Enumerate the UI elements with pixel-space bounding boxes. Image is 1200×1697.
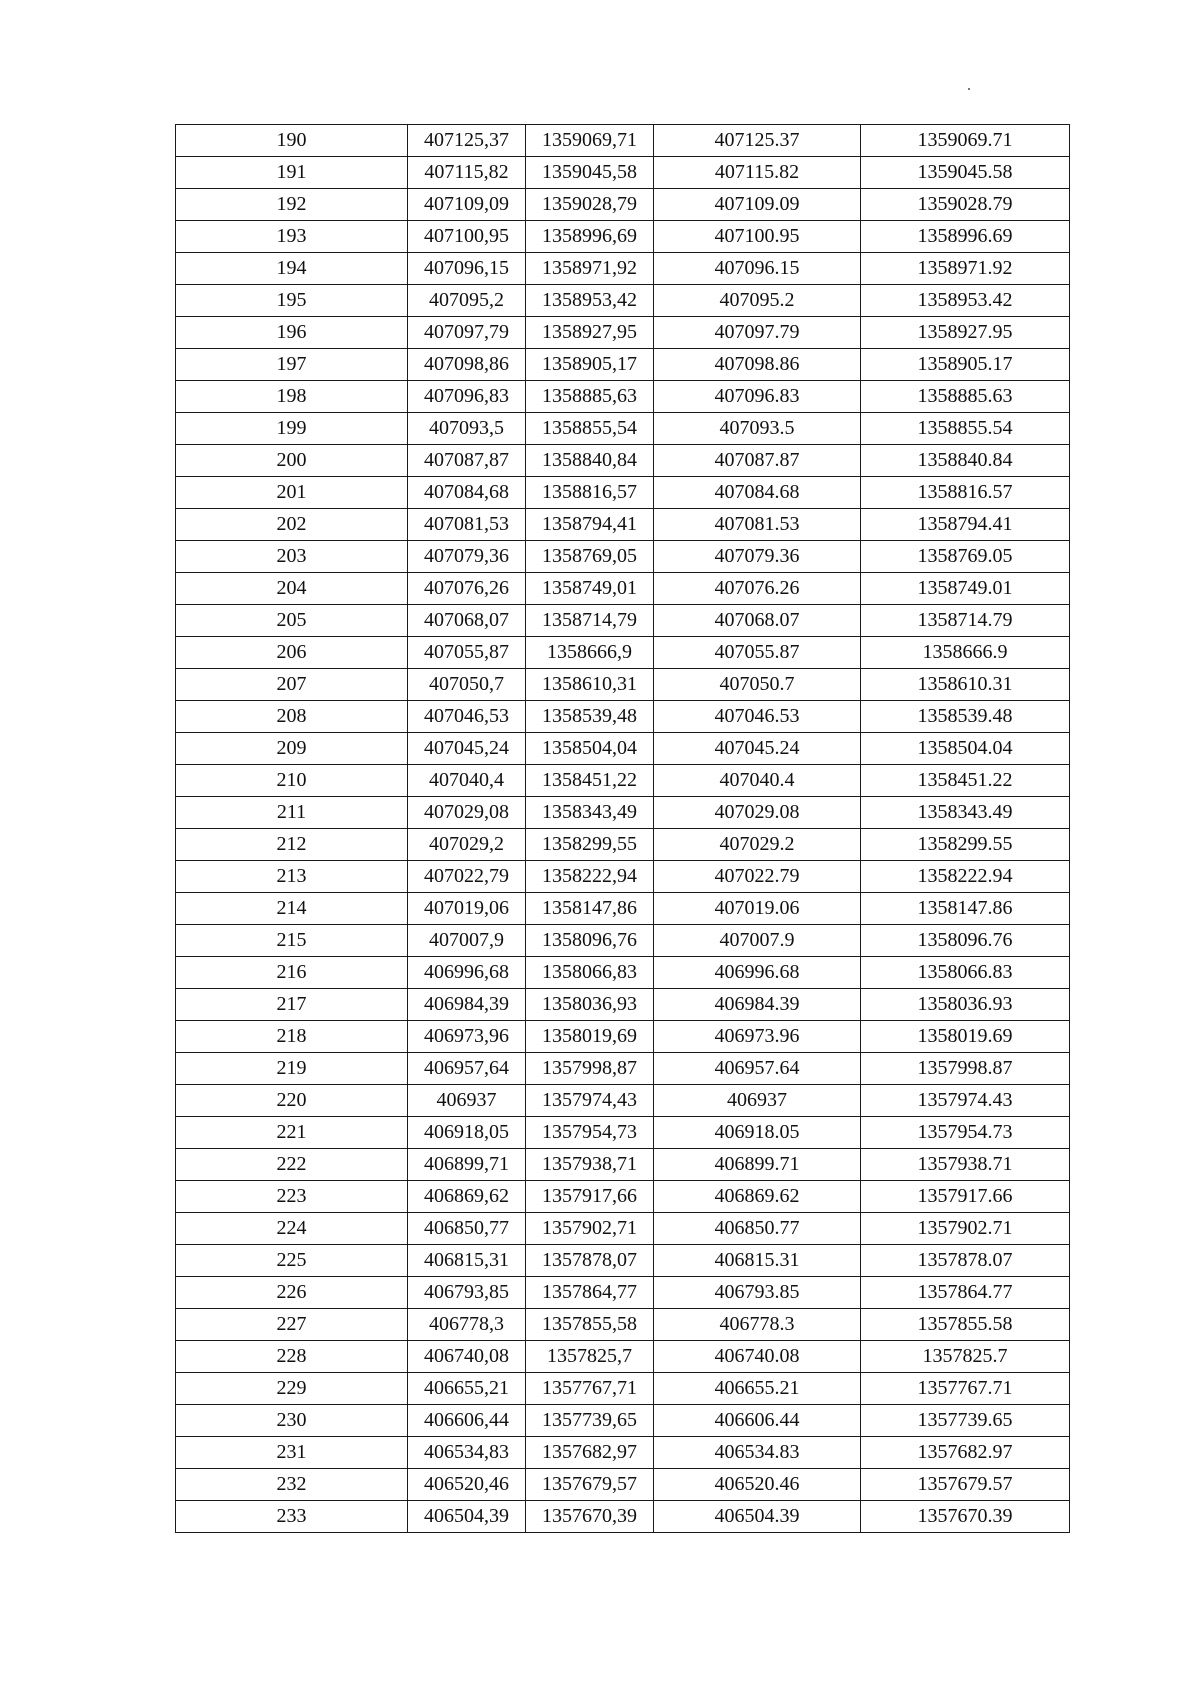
point-number-cell: 200	[176, 445, 408, 477]
y-dot-cell: 1358953.42	[861, 285, 1070, 317]
x-comma-cell: 407084,68	[408, 477, 526, 509]
y-comma-cell: 1358451,22	[526, 765, 654, 797]
y-dot-cell: 1358019.69	[861, 1021, 1070, 1053]
table-row	[176, 925, 1070, 957]
table-row	[176, 541, 1070, 573]
y-dot-cell: 1357864.77	[861, 1277, 1070, 1309]
x-comma-cell: 407100,95	[408, 221, 526, 253]
y-dot-cell: 1358610.31	[861, 669, 1070, 701]
x-comma-cell: 406984,39	[408, 989, 526, 1021]
x-comma-cell: 406740,08	[408, 1341, 526, 1373]
point-number-cell: 223	[176, 1181, 408, 1213]
point-number-cell: 229	[176, 1373, 408, 1405]
table-row	[176, 669, 1070, 701]
x-dot-cell: 407095.2	[654, 285, 861, 317]
x-dot-cell: 407076.26	[654, 573, 861, 605]
y-dot-cell: 1357682.97	[861, 1437, 1070, 1469]
x-comma-cell: 406937	[408, 1085, 526, 1117]
point-number-cell: 194	[176, 253, 408, 285]
x-comma-cell: 406973,96	[408, 1021, 526, 1053]
x-dot-cell: 407084.68	[654, 477, 861, 509]
point-number-cell: 193	[176, 221, 408, 253]
table-row	[176, 957, 1070, 989]
y-dot-cell: 1358971.92	[861, 253, 1070, 285]
table-row	[176, 1021, 1070, 1053]
x-comma-cell: 407076,26	[408, 573, 526, 605]
y-comma-cell: 1359045,58	[526, 157, 654, 189]
x-comma-cell: 407087,87	[408, 445, 526, 477]
y-dot-cell: 1359069.71	[861, 125, 1070, 157]
table-row	[176, 1501, 1070, 1533]
x-dot-cell: 407029.08	[654, 797, 861, 829]
y-comma-cell: 1358666,9	[526, 637, 654, 669]
x-comma-cell: 407109,09	[408, 189, 526, 221]
x-comma-cell: 406899,71	[408, 1149, 526, 1181]
y-dot-cell: 1358769.05	[861, 541, 1070, 573]
y-comma-cell: 1357938,71	[526, 1149, 654, 1181]
x-dot-cell: 407019.06	[654, 893, 861, 925]
table-row	[176, 1085, 1070, 1117]
scan-speck	[968, 88, 970, 90]
x-comma-cell: 406778,3	[408, 1309, 526, 1341]
point-number-cell: 209	[176, 733, 408, 765]
x-dot-cell: 406869.62	[654, 1181, 861, 1213]
point-number-cell: 230	[176, 1405, 408, 1437]
y-comma-cell: 1357682,97	[526, 1437, 654, 1469]
point-number-cell: 227	[176, 1309, 408, 1341]
x-dot-cell: 407022.79	[654, 861, 861, 893]
x-comma-cell: 407093,5	[408, 413, 526, 445]
point-number-cell: 219	[176, 1053, 408, 1085]
y-comma-cell: 1358504,04	[526, 733, 654, 765]
table-row	[176, 413, 1070, 445]
table-row	[176, 349, 1070, 381]
point-number-cell: 190	[176, 125, 408, 157]
x-comma-cell: 406534,83	[408, 1437, 526, 1469]
x-comma-cell: 406918,05	[408, 1117, 526, 1149]
x-comma-cell: 407022,79	[408, 861, 526, 893]
x-dot-cell: 407109.09	[654, 189, 861, 221]
point-number-cell: 202	[176, 509, 408, 541]
y-comma-cell: 1358096,76	[526, 925, 654, 957]
y-comma-cell: 1358885,63	[526, 381, 654, 413]
table-row	[176, 221, 1070, 253]
x-dot-cell: 406740.08	[654, 1341, 861, 1373]
y-dot-cell: 1357974.43	[861, 1085, 1070, 1117]
y-comma-cell: 1358610,31	[526, 669, 654, 701]
y-dot-cell: 1358855.54	[861, 413, 1070, 445]
y-comma-cell: 1358749,01	[526, 573, 654, 605]
x-dot-cell: 407046.53	[654, 701, 861, 733]
x-comma-cell: 406655,21	[408, 1373, 526, 1405]
y-comma-cell: 1359028,79	[526, 189, 654, 221]
x-comma-cell: 407096,83	[408, 381, 526, 413]
x-comma-cell: 406793,85	[408, 1277, 526, 1309]
table-row	[176, 829, 1070, 861]
y-comma-cell: 1357855,58	[526, 1309, 654, 1341]
y-dot-cell: 1358096.76	[861, 925, 1070, 957]
table-row	[176, 605, 1070, 637]
table-row	[176, 1117, 1070, 1149]
x-dot-cell: 407097.79	[654, 317, 861, 349]
point-number-cell: 199	[176, 413, 408, 445]
y-dot-cell: 1358816.57	[861, 477, 1070, 509]
table-row	[176, 381, 1070, 413]
y-comma-cell: 1358855,54	[526, 413, 654, 445]
y-dot-cell: 1358714.79	[861, 605, 1070, 637]
y-dot-cell: 1358840.84	[861, 445, 1070, 477]
x-dot-cell: 407098.86	[654, 349, 861, 381]
x-comma-cell: 407029,08	[408, 797, 526, 829]
point-number-cell: 216	[176, 957, 408, 989]
x-dot-cell: 407100.95	[654, 221, 861, 253]
point-number-cell: 205	[176, 605, 408, 637]
y-comma-cell: 1358794,41	[526, 509, 654, 541]
x-dot-cell: 406984.39	[654, 989, 861, 1021]
point-number-cell: 195	[176, 285, 408, 317]
point-number-cell: 210	[176, 765, 408, 797]
table-row	[176, 701, 1070, 733]
y-dot-cell: 1358299.55	[861, 829, 1070, 861]
y-comma-cell: 1358343,49	[526, 797, 654, 829]
y-dot-cell: 1357878.07	[861, 1245, 1070, 1277]
y-comma-cell: 1357902,71	[526, 1213, 654, 1245]
point-number-cell: 203	[176, 541, 408, 573]
point-number-cell: 224	[176, 1213, 408, 1245]
y-dot-cell: 1357739.65	[861, 1405, 1070, 1437]
x-dot-cell: 407096.83	[654, 381, 861, 413]
y-comma-cell: 1358816,57	[526, 477, 654, 509]
point-number-cell: 208	[176, 701, 408, 733]
y-dot-cell: 1358343.49	[861, 797, 1070, 829]
x-dot-cell: 406655.21	[654, 1373, 861, 1405]
table-row	[176, 477, 1070, 509]
table-row	[176, 125, 1070, 157]
y-comma-cell: 1358299,55	[526, 829, 654, 861]
x-dot-cell: 406996.68	[654, 957, 861, 989]
x-comma-cell: 407050,7	[408, 669, 526, 701]
y-dot-cell: 1358036.93	[861, 989, 1070, 1021]
x-dot-cell: 407029.2	[654, 829, 861, 861]
y-comma-cell: 1358905,17	[526, 349, 654, 381]
point-number-cell: 222	[176, 1149, 408, 1181]
x-comma-cell: 407029,2	[408, 829, 526, 861]
y-dot-cell: 1358066.83	[861, 957, 1070, 989]
y-dot-cell: 1358539.48	[861, 701, 1070, 733]
y-dot-cell: 1358996.69	[861, 221, 1070, 253]
x-comma-cell: 407096,15	[408, 253, 526, 285]
x-dot-cell: 406918.05	[654, 1117, 861, 1149]
point-number-cell: 197	[176, 349, 408, 381]
y-dot-cell: 1357855.58	[861, 1309, 1070, 1341]
y-dot-cell: 1357825.7	[861, 1341, 1070, 1373]
table-row	[176, 893, 1070, 925]
x-comma-cell: 407081,53	[408, 509, 526, 541]
y-comma-cell: 1357878,07	[526, 1245, 654, 1277]
x-comma-cell: 407007,9	[408, 925, 526, 957]
y-dot-cell: 1357998.87	[861, 1053, 1070, 1085]
y-comma-cell: 1357998,87	[526, 1053, 654, 1085]
x-dot-cell: 406850.77	[654, 1213, 861, 1245]
table-row	[176, 1437, 1070, 1469]
y-dot-cell: 1358794.41	[861, 509, 1070, 541]
coordinates-table	[175, 124, 1070, 1533]
y-dot-cell: 1358222.94	[861, 861, 1070, 893]
y-dot-cell: 1358905.17	[861, 349, 1070, 381]
table-row	[176, 1277, 1070, 1309]
point-number-cell: 192	[176, 189, 408, 221]
x-comma-cell: 406504,39	[408, 1501, 526, 1533]
y-dot-cell: 1358147.86	[861, 893, 1070, 925]
point-number-cell: 214	[176, 893, 408, 925]
x-dot-cell: 407055.87	[654, 637, 861, 669]
table-row	[176, 1213, 1070, 1245]
x-comma-cell: 407115,82	[408, 157, 526, 189]
x-dot-cell: 407093.5	[654, 413, 861, 445]
table-row	[176, 285, 1070, 317]
table-row	[176, 1053, 1070, 1085]
y-comma-cell: 1357679,57	[526, 1469, 654, 1501]
point-number-cell: 201	[176, 477, 408, 509]
y-dot-cell: 1358666.9	[861, 637, 1070, 669]
point-number-cell: 207	[176, 669, 408, 701]
x-dot-cell: 406793.85	[654, 1277, 861, 1309]
y-comma-cell: 1358840,84	[526, 445, 654, 477]
table-row	[176, 573, 1070, 605]
y-dot-cell: 1358749.01	[861, 573, 1070, 605]
y-dot-cell: 1358451.22	[861, 765, 1070, 797]
y-dot-cell: 1359045.58	[861, 157, 1070, 189]
coordinates-table-body	[176, 125, 1070, 1533]
table-row	[176, 765, 1070, 797]
y-comma-cell: 1357825,7	[526, 1341, 654, 1373]
table-row	[176, 509, 1070, 541]
x-dot-cell: 406520.46	[654, 1469, 861, 1501]
y-comma-cell: 1358971,92	[526, 253, 654, 285]
y-dot-cell: 1357670.39	[861, 1501, 1070, 1533]
y-comma-cell: 1357767,71	[526, 1373, 654, 1405]
table-row	[176, 1149, 1070, 1181]
table-row	[176, 989, 1070, 1021]
point-number-cell: 218	[176, 1021, 408, 1053]
x-comma-cell: 406520,46	[408, 1469, 526, 1501]
x-comma-cell: 407125,37	[408, 125, 526, 157]
y-comma-cell: 1359069,71	[526, 125, 654, 157]
table-row	[176, 861, 1070, 893]
table-row	[176, 1341, 1070, 1373]
point-number-cell: 191	[176, 157, 408, 189]
point-number-cell: 196	[176, 317, 408, 349]
x-dot-cell: 406778.3	[654, 1309, 861, 1341]
table-row	[176, 157, 1070, 189]
x-comma-cell: 407055,87	[408, 637, 526, 669]
x-comma-cell: 406850,77	[408, 1213, 526, 1245]
point-number-cell: 221	[176, 1117, 408, 1149]
table-row	[176, 317, 1070, 349]
y-comma-cell: 1358953,42	[526, 285, 654, 317]
y-comma-cell: 1358927,95	[526, 317, 654, 349]
table-row	[176, 1405, 1070, 1437]
x-comma-cell: 406869,62	[408, 1181, 526, 1213]
x-comma-cell: 406957,64	[408, 1053, 526, 1085]
table-row	[176, 189, 1070, 221]
x-dot-cell: 407050.7	[654, 669, 861, 701]
x-dot-cell: 407045.24	[654, 733, 861, 765]
table-row	[176, 1469, 1070, 1501]
table-row	[176, 1245, 1070, 1277]
x-dot-cell: 406815.31	[654, 1245, 861, 1277]
x-comma-cell: 407068,07	[408, 605, 526, 637]
y-comma-cell: 1357739,65	[526, 1405, 654, 1437]
x-comma-cell: 407079,36	[408, 541, 526, 573]
y-comma-cell: 1357917,66	[526, 1181, 654, 1213]
point-number-cell: 213	[176, 861, 408, 893]
point-number-cell: 217	[176, 989, 408, 1021]
point-number-cell: 225	[176, 1245, 408, 1277]
x-comma-cell: 406996,68	[408, 957, 526, 989]
y-comma-cell: 1358769,05	[526, 541, 654, 573]
x-dot-cell: 407068.07	[654, 605, 861, 637]
y-dot-cell: 1357902.71	[861, 1213, 1070, 1245]
y-dot-cell: 1359028.79	[861, 189, 1070, 221]
y-dot-cell: 1357938.71	[861, 1149, 1070, 1181]
y-dot-cell: 1358927.95	[861, 317, 1070, 349]
x-dot-cell: 407040.4	[654, 765, 861, 797]
table-row	[176, 253, 1070, 285]
point-number-cell: 228	[176, 1341, 408, 1373]
y-comma-cell: 1358222,94	[526, 861, 654, 893]
point-number-cell: 211	[176, 797, 408, 829]
y-comma-cell: 1358714,79	[526, 605, 654, 637]
x-comma-cell: 407045,24	[408, 733, 526, 765]
y-dot-cell: 1358504.04	[861, 733, 1070, 765]
y-dot-cell: 1358885.63	[861, 381, 1070, 413]
table-row	[176, 1309, 1070, 1341]
x-dot-cell: 407096.15	[654, 253, 861, 285]
x-dot-cell: 406606.44	[654, 1405, 861, 1437]
x-dot-cell: 406957.64	[654, 1053, 861, 1085]
point-number-cell: 206	[176, 637, 408, 669]
x-dot-cell: 406899.71	[654, 1149, 861, 1181]
x-dot-cell: 406534.83	[654, 1437, 861, 1469]
x-dot-cell: 406937	[654, 1085, 861, 1117]
point-number-cell: 232	[176, 1469, 408, 1501]
x-dot-cell: 407087.87	[654, 445, 861, 477]
point-number-cell: 220	[176, 1085, 408, 1117]
x-comma-cell: 406815,31	[408, 1245, 526, 1277]
table-row	[176, 797, 1070, 829]
x-dot-cell: 406973.96	[654, 1021, 861, 1053]
y-comma-cell: 1358147,86	[526, 893, 654, 925]
y-dot-cell: 1357954.73	[861, 1117, 1070, 1149]
point-number-cell: 198	[176, 381, 408, 413]
y-comma-cell: 1358539,48	[526, 701, 654, 733]
table-row	[176, 637, 1070, 669]
x-dot-cell: 407125.37	[654, 125, 861, 157]
x-comma-cell: 407097,79	[408, 317, 526, 349]
y-comma-cell: 1358066,83	[526, 957, 654, 989]
y-comma-cell: 1357974,43	[526, 1085, 654, 1117]
x-dot-cell: 407081.53	[654, 509, 861, 541]
x-dot-cell: 406504.39	[654, 1501, 861, 1533]
table-row	[176, 1373, 1070, 1405]
x-comma-cell: 407098,86	[408, 349, 526, 381]
y-dot-cell: 1357767.71	[861, 1373, 1070, 1405]
x-comma-cell: 407040,4	[408, 765, 526, 797]
y-dot-cell: 1357917.66	[861, 1181, 1070, 1213]
y-comma-cell: 1358019,69	[526, 1021, 654, 1053]
y-comma-cell: 1358036,93	[526, 989, 654, 1021]
y-comma-cell: 1357864,77	[526, 1277, 654, 1309]
x-comma-cell: 407095,2	[408, 285, 526, 317]
point-number-cell: 212	[176, 829, 408, 861]
x-dot-cell: 407079.36	[654, 541, 861, 573]
point-number-cell: 204	[176, 573, 408, 605]
y-comma-cell: 1357954,73	[526, 1117, 654, 1149]
point-number-cell: 231	[176, 1437, 408, 1469]
x-dot-cell: 407007.9	[654, 925, 861, 957]
point-number-cell: 215	[176, 925, 408, 957]
x-comma-cell: 406606,44	[408, 1405, 526, 1437]
point-number-cell: 226	[176, 1277, 408, 1309]
table-row	[176, 1181, 1070, 1213]
y-comma-cell: 1358996,69	[526, 221, 654, 253]
table-row	[176, 733, 1070, 765]
x-comma-cell: 407046,53	[408, 701, 526, 733]
y-dot-cell: 1357679.57	[861, 1469, 1070, 1501]
point-number-cell: 233	[176, 1501, 408, 1533]
y-comma-cell: 1357670,39	[526, 1501, 654, 1533]
table-row	[176, 445, 1070, 477]
x-dot-cell: 407115.82	[654, 157, 861, 189]
x-comma-cell: 407019,06	[408, 893, 526, 925]
